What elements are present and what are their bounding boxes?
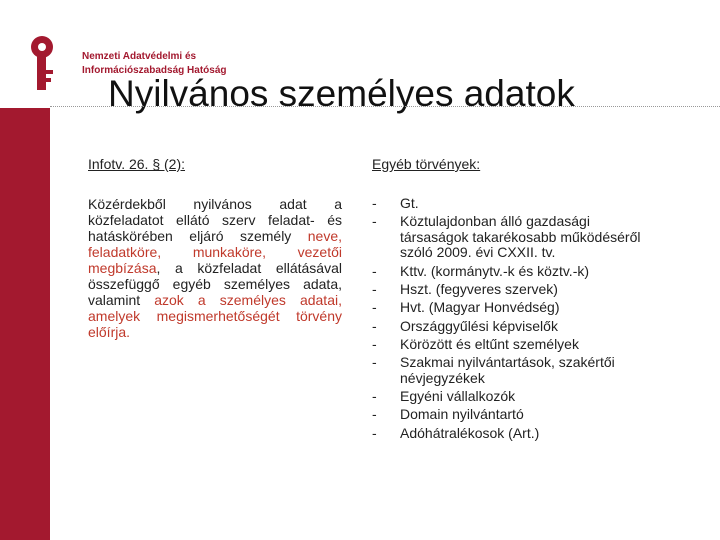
law-list xyxy=(372,196,662,444)
list-item: - Domain nyilvántartó xyxy=(372,406,524,423)
title-divider xyxy=(50,106,720,107)
list-item: - Országgyűlési képviselők xyxy=(372,317,558,334)
right-column-heading: Egyéb törvények: xyxy=(372,156,481,172)
list-item: - Körözött és eltűnt személyek xyxy=(372,335,579,352)
text-part-2: , a közfeladat ellátásával összefüggő egyéb személyes adata, valamint xyxy=(88,260,342,308)
bullet-dash: - xyxy=(372,335,377,352)
bullet-dash: - xyxy=(372,388,377,405)
text-highlight-1: neve, feladatköre, munkaköre, vezetői megbízása xyxy=(88,228,342,276)
bullet-dash: - xyxy=(372,195,377,211)
list-item: - Hszt. (fegyveres szervek) xyxy=(372,281,558,298)
list-item: - Gt. xyxy=(372,195,419,211)
list-item: - Hvt. (Magyar Honvédség) xyxy=(372,299,560,316)
organization-name-line2: Információszabadság Hatóság xyxy=(82,65,227,76)
left-column-text xyxy=(88,196,342,340)
list-item: - Adóhátralékosok (Art.) xyxy=(372,424,540,441)
list-item: - Kttv. (kormánytv.-k és köztv.-k) xyxy=(372,262,590,279)
organization-name-line1: Nemzeti Adatvédelmi és xyxy=(82,51,197,62)
list-item: - Köztulajdonban álló gazdasági társaságok takarékosabb működéséről szóló 2009. évi CXXII. tv. xyxy=(372,213,641,261)
left-sidebar-band xyxy=(0,108,50,540)
slide-title: Nyilvános személyes adatok xyxy=(108,73,575,114)
bullet-dash: - xyxy=(372,424,377,441)
bullet-dash: - xyxy=(372,281,377,298)
bullet-dash: - xyxy=(372,406,377,423)
key-logo-icon xyxy=(28,34,60,92)
bullet-dash: - xyxy=(372,213,377,230)
text-highlight-2: azok a személyes adatai, amelyek megismerhetőségét törvény előírja. xyxy=(88,292,342,340)
list-item: - Szakmai nyilvántartások, szakértői névjegyzékek xyxy=(372,354,615,386)
text-part-1: Közérdekből nyilvános adat a közfeladatot ellátó szerv feladat- és hatáskörében eljáró személy xyxy=(88,196,342,244)
bullet-dash: - xyxy=(372,354,377,371)
bullet-dash: - xyxy=(372,317,377,334)
list-item: - Egyéni vállalkozók xyxy=(372,388,516,405)
left-column-heading: Infotv. 26. § (2): xyxy=(88,156,186,172)
bullet-dash: - xyxy=(372,262,377,279)
bullet-dash: - xyxy=(372,299,377,316)
